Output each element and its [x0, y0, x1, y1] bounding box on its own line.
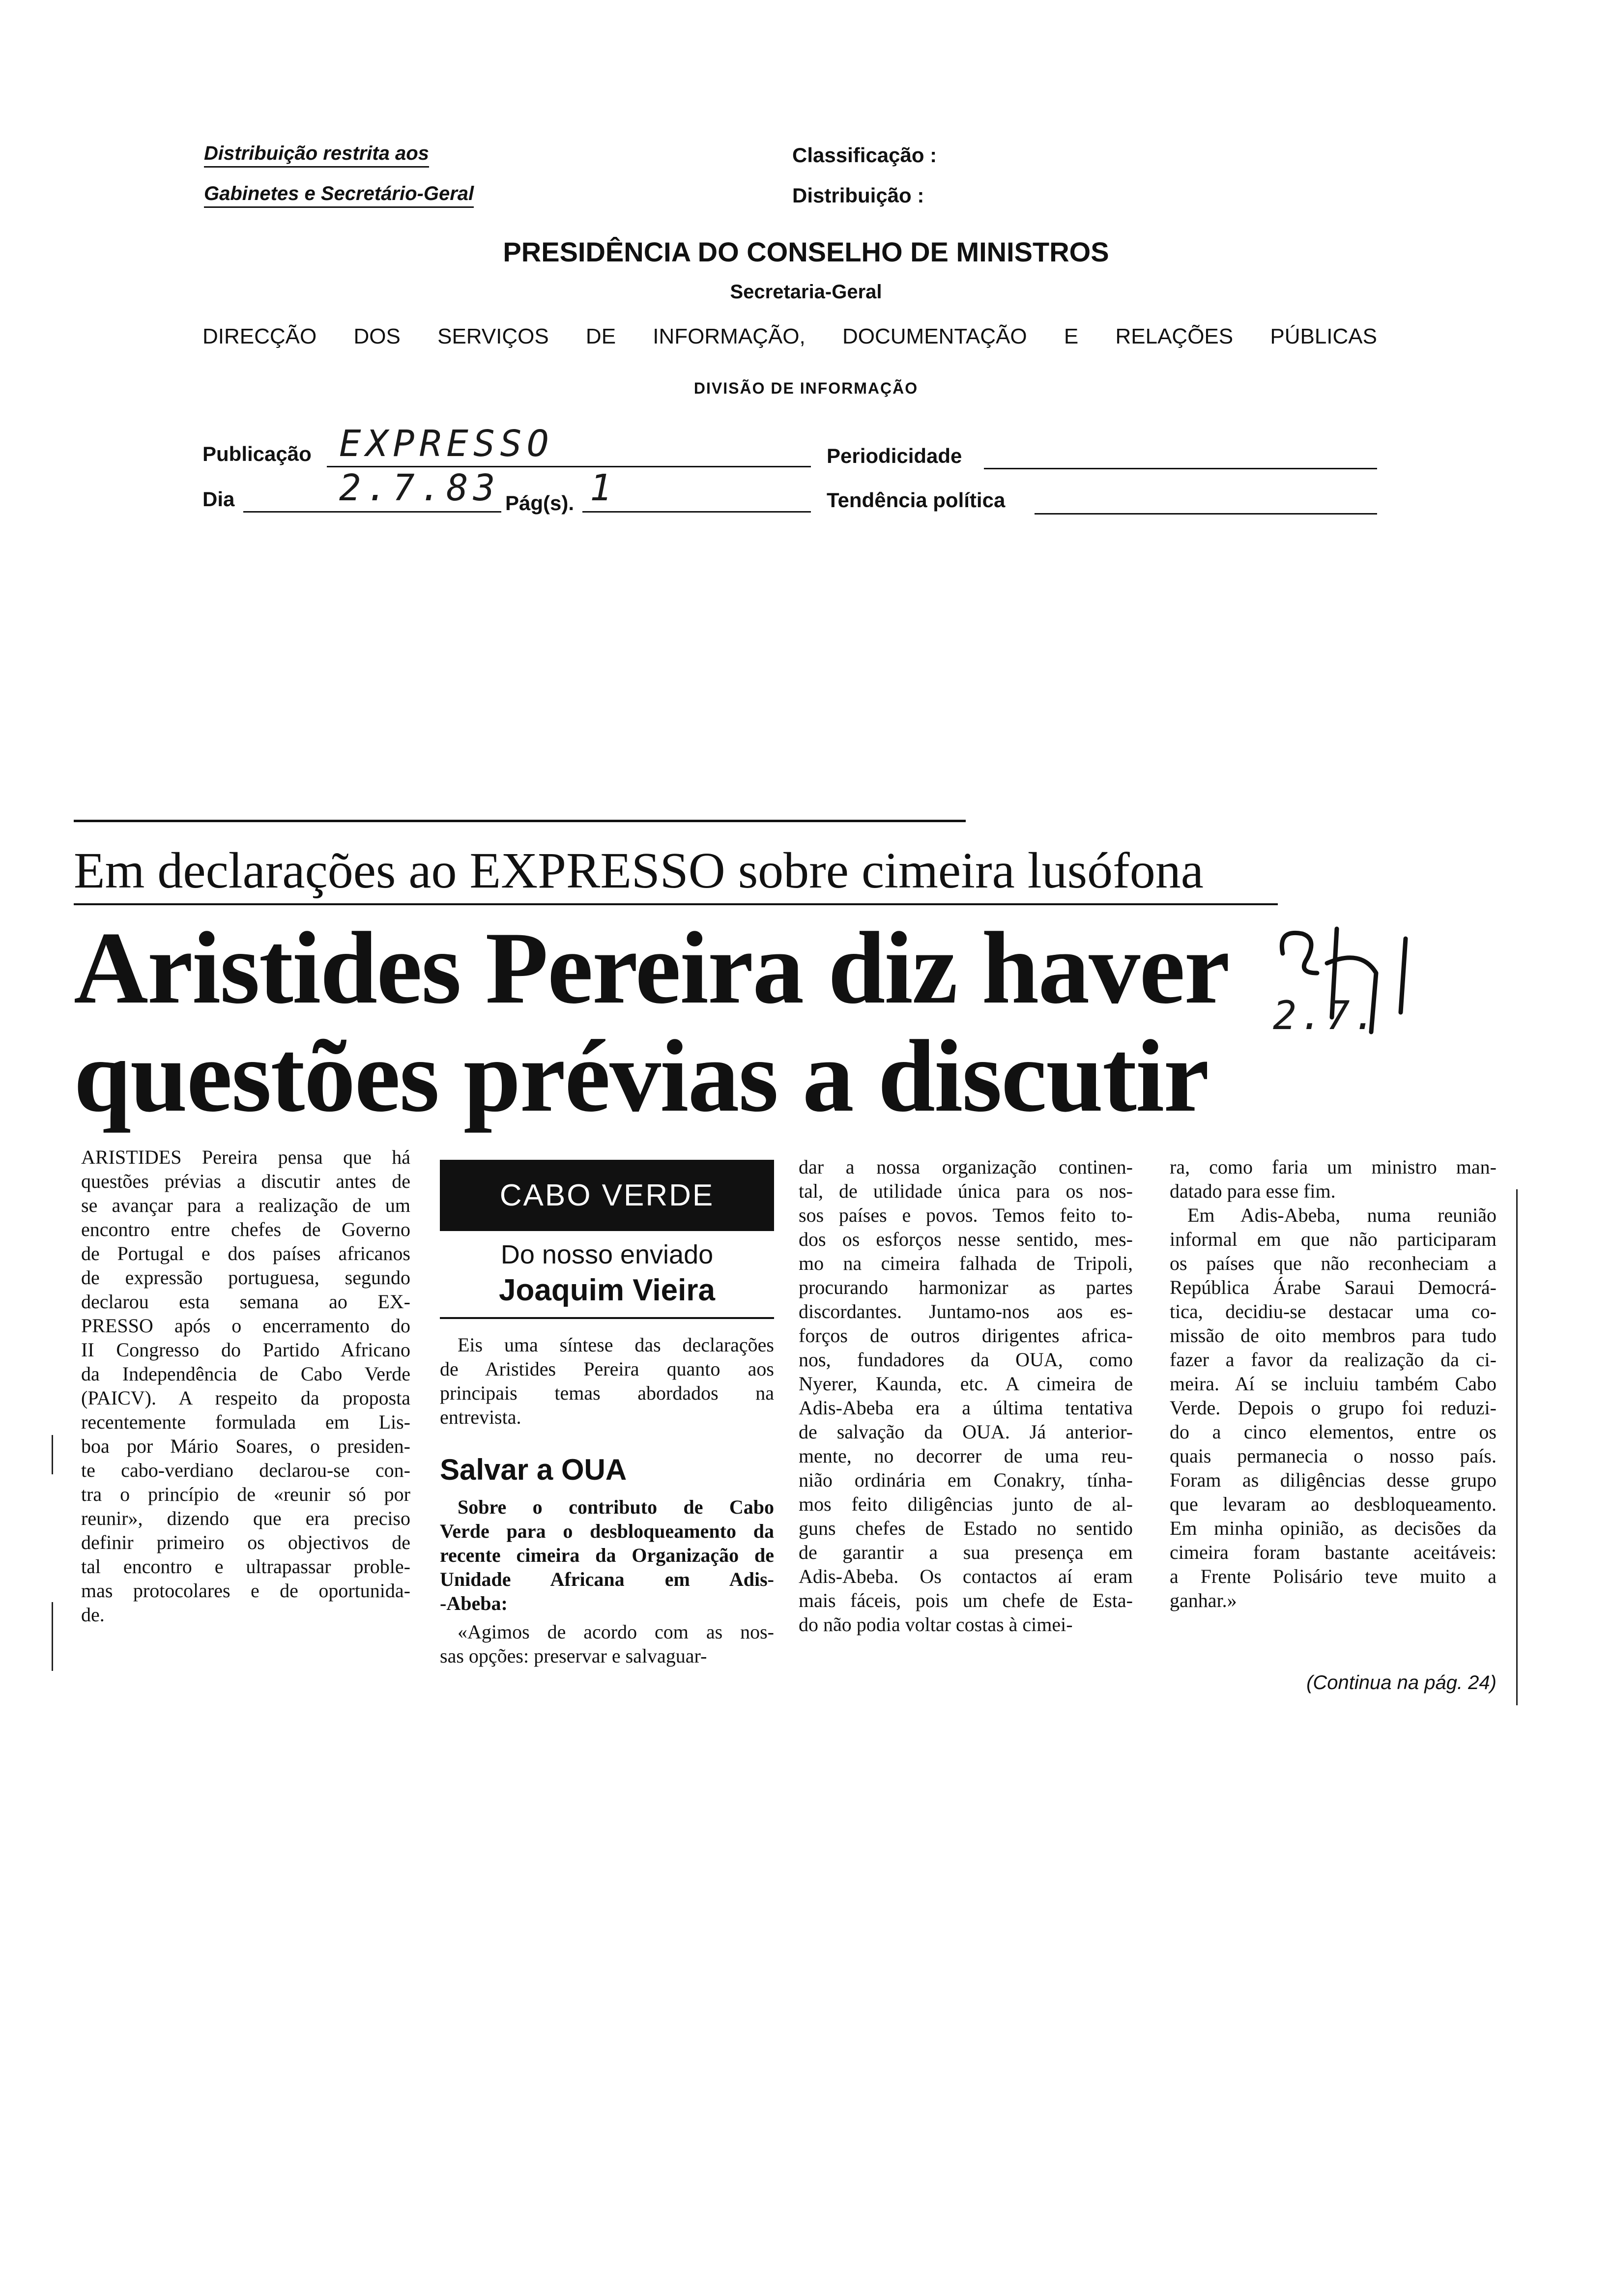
text-line: II Congresso do Partido Africano	[81, 1339, 410, 1361]
text-line: (PAICV). A respeito da proposta	[81, 1387, 410, 1409]
text-line: do a cinco elementos, entre os	[1170, 1421, 1497, 1443]
headline-line-2: questões prévias a discutir	[74, 1019, 1209, 1133]
handwritten-annotation	[1263, 919, 1450, 1081]
text-line: ra, como faria um ministro man-	[1170, 1156, 1497, 1178]
text-line: de garantir a sua presença em	[799, 1541, 1133, 1563]
text-line: «Agimos de acordo com as nos-	[458, 1621, 774, 1643]
text-line: Unidade Africana em Adis-	[440, 1568, 774, 1590]
interview-question	[440, 1495, 774, 1615]
interview-intro	[440, 1333, 774, 1429]
text-line: encontro entre chefes de Governo	[81, 1218, 410, 1240]
text-line: se avançar para a realização de um	[81, 1194, 410, 1216]
classification-label: Classificação :	[792, 144, 937, 167]
text-line: tal encontro e ultrapassar proble-	[81, 1555, 410, 1578]
text-line: a Frente Polisário teve muito a	[1170, 1565, 1497, 1587]
periodicity-label: Periodicidade	[827, 444, 962, 467]
text-line: mas protocolares e de oportunida-	[81, 1579, 410, 1602]
margin-mark-2	[52, 1602, 53, 1671]
subhead-salvar-oua: Salvar a OUA	[440, 1453, 627, 1486]
annotation-date: 2.7.	[1273, 993, 1380, 1038]
article-top-rule	[74, 820, 966, 822]
text-line: Em Adis-Abeba, numa reunião	[1187, 1204, 1497, 1226]
day-underline	[243, 511, 501, 513]
text-line: de salvação da OUA. Já anterior-	[799, 1421, 1133, 1443]
kicker-underline	[74, 903, 1278, 905]
text-line: de Aristides Pereira quanto aos	[440, 1358, 774, 1380]
text-line: tra o princípio de «reunir só por	[81, 1483, 410, 1505]
text-line: Adis-Abeba era a última tentativa	[799, 1397, 1133, 1419]
article-column-2	[440, 1620, 774, 1668]
text-line: forços de outros dirigentes africa-	[799, 1324, 1133, 1347]
text-line: procurando harmonizar as partes	[799, 1276, 1133, 1298]
headline-line-1: Aristides Pereira diz haver	[74, 911, 1229, 1025]
text-line: de Portugal e dos países africanos	[81, 1242, 410, 1264]
text-line: boa por Mário Soares, o presiden-	[81, 1435, 410, 1457]
text-line: os países que não reconheciam a	[1170, 1252, 1497, 1274]
political-tendency-underline	[1035, 513, 1377, 515]
text-line: guns chefes de Estado no sentido	[799, 1517, 1133, 1539]
text-line: tica, decidiu-se destacar uma co-	[1170, 1300, 1497, 1322]
text-line: Foram as diligências desse grupo	[1170, 1469, 1497, 1491]
article-kicker: Em declarações ao EXPRESSO sobre cimeira lusófona	[74, 842, 1204, 899]
text-line: de expressão portuguesa, segundo	[81, 1266, 410, 1289]
text-line: do não podia voltar costas à cimei-	[799, 1613, 1073, 1636]
text-line: nos, fundadores da OUA, como	[799, 1349, 1133, 1371]
text-line: Verde. Depois o grupo foi reduzi-	[1170, 1397, 1497, 1419]
day-value: 2.7.83	[339, 467, 500, 509]
text-line: que levaram ao desbloqueamento.	[1170, 1493, 1497, 1515]
article-column-3	[799, 1155, 1133, 1636]
margin-mark-1	[52, 1435, 53, 1474]
text-line: discordantes. Juntamo-nos aos es-	[799, 1300, 1133, 1322]
publication-label: Publicação	[202, 442, 312, 465]
text-line: PRESSO após o encerramento do	[81, 1315, 410, 1337]
article-column-1	[81, 1145, 410, 1627]
text-line: ARISTIDES Pereira pensa que há	[81, 1146, 410, 1168]
restricted-distribution-line: Distribuição restrita aos	[204, 143, 429, 165]
publication-value: EXPRESSO	[339, 423, 554, 465]
text-line: da Independência de Cabo Verde	[81, 1363, 410, 1385]
pages-value: 1	[590, 467, 617, 509]
text-line: sas opções: preservar e salvaguar-	[440, 1645, 707, 1667]
text-line: missão de oito membros para tudo	[1170, 1324, 1497, 1347]
text-line: definir primeiro os objectivos de	[81, 1531, 410, 1553]
text-line: reunir», dizendo que era preciso	[81, 1507, 410, 1529]
political-tendency-label: Tendência política	[827, 488, 1006, 512]
text-line: declarou esta semana ao EX-	[81, 1291, 410, 1313]
text-line: mente, no decorrer de uma reu-	[799, 1445, 1133, 1467]
text-line: Em minha opinião, as decisões da	[1170, 1517, 1497, 1539]
text-line: entrevista.	[440, 1406, 521, 1428]
pages-label: Pág(s).	[505, 491, 575, 515]
text-line: Sobre o contributo de Cabo	[458, 1496, 774, 1518]
secretariat-label: Secretaria-Geral	[730, 281, 882, 303]
text-line: Nyerer, Kaunda, etc. A cimeira de	[799, 1373, 1133, 1395]
text-line: mais fáceis, pois um chefe de Esta-	[799, 1589, 1133, 1611]
text-line: recentemente formulada em Lis-	[81, 1411, 410, 1433]
column-edge-rule	[1516, 1189, 1518, 1705]
text-line: sos países e povos. Temos feito to-	[799, 1204, 1133, 1226]
distribution-label: Distribuição :	[792, 184, 924, 207]
continued-note: (Continua na pág. 24)	[1306, 1672, 1497, 1693]
text-line: te cabo-verdiano declarou-se con-	[81, 1459, 410, 1481]
byline-rule	[440, 1317, 774, 1319]
division-label: DIVISÃO DE INFORMAÇÃO	[693, 379, 919, 397]
ministry-title: PRESIDÊNCIA DO CONSELHO DE MINISTROS	[503, 236, 1109, 267]
text-line: República Árabe Saraui Democrá-	[1170, 1276, 1497, 1298]
text-line: dos os esforços nesse sentido, mes-	[799, 1228, 1133, 1250]
text-line: dar a nossa organização continen-	[799, 1156, 1133, 1178]
byline-name: Joaquim Vieira	[499, 1273, 715, 1307]
restricted-offices-line: Gabinetes e Secretário-Geral	[204, 183, 474, 205]
directorate-line: DIRECÇÃO DOS SERVIÇOS DE INFORMAÇÃO, DOCUMENTAÇÃO E RELAÇÕES PÚBLICAS	[202, 324, 1377, 348]
text-line: ganhar.»	[1170, 1589, 1237, 1611]
text-line: nião ordinária em Conakry, tínha-	[799, 1469, 1133, 1491]
periodicity-underline	[984, 468, 1377, 469]
text-line: Eis uma síntese das declarações	[458, 1334, 774, 1356]
text-line: fazer a favor da realização da ci-	[1170, 1349, 1497, 1371]
text-line: recente cimeira da Organização de	[440, 1544, 774, 1566]
section-label-box: CABO VERDE	[440, 1160, 774, 1231]
text-line: -Abeba:	[440, 1592, 508, 1614]
text-line: quais permanecia o nosso país.	[1170, 1445, 1497, 1467]
text-line: Verde para o desbloqueamento da	[440, 1520, 774, 1542]
text-line: mo na cimeira falhada de Tripoli,	[799, 1252, 1133, 1274]
text-line: Adis-Abeba. Os contactos aí eram	[799, 1565, 1133, 1587]
text-line: meira. Aí se incluiu também Cabo	[1170, 1373, 1497, 1395]
text-line: cimeira foram bastante aceitáveis:	[1170, 1541, 1497, 1563]
pages-underline	[582, 511, 811, 513]
day-label: Dia	[202, 488, 235, 511]
text-line: informal em que não participaram	[1170, 1228, 1497, 1250]
text-line: mos feito diligências junto de al-	[799, 1493, 1133, 1515]
text-line: de.	[81, 1604, 105, 1626]
text-line: datado para esse fim.	[1170, 1180, 1336, 1202]
text-line: tal, de utilidade única para os nos-	[799, 1180, 1133, 1202]
byline-prefix: Do nosso enviado	[500, 1240, 714, 1269]
text-line: principais temas abordados na	[440, 1382, 774, 1404]
text-line: questões prévias a discutir antes de	[81, 1170, 410, 1192]
article-column-4	[1170, 1155, 1497, 1612]
